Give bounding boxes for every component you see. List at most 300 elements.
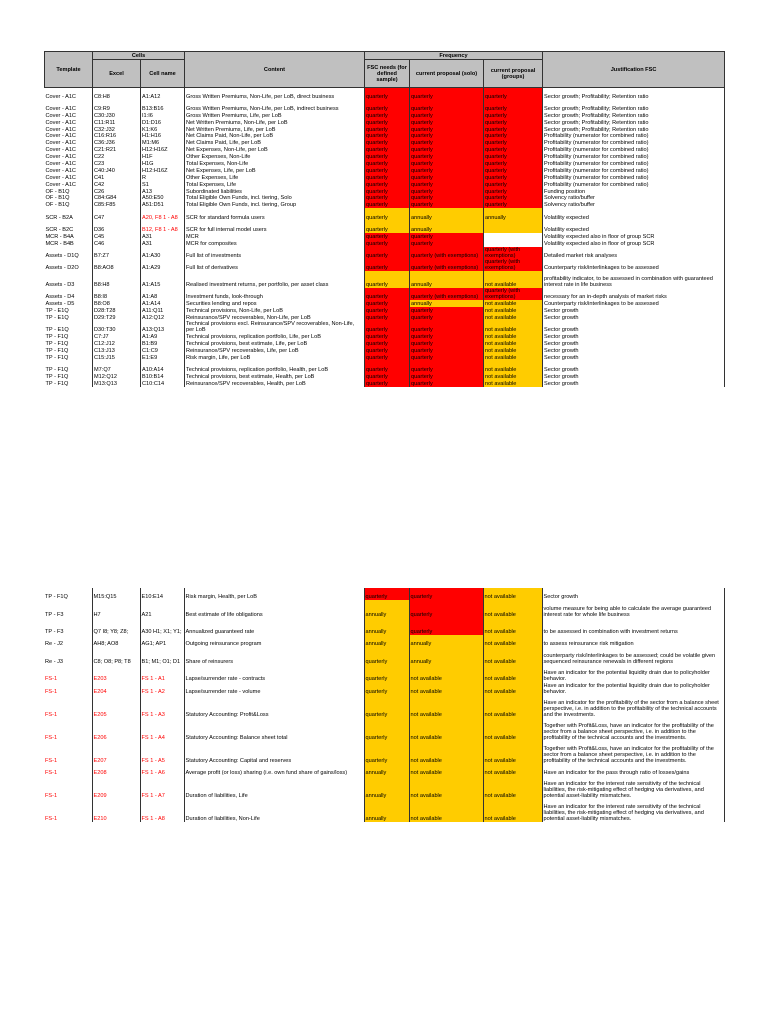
template-cell: OF - B1Q: [45, 188, 93, 195]
current-groups-cell: quarterly: [484, 153, 543, 160]
excel-cell: E208: [92, 764, 140, 776]
header-excel: Excel: [93, 60, 141, 88]
content-cell: Full list of investments: [185, 247, 365, 259]
current-solo-cell: quarterly: [409, 588, 483, 600]
cell-name-cell: B1:B9: [141, 340, 185, 347]
content-cell: Net Written Premiums, Life, per LoB: [185, 126, 365, 133]
excel-cell: E206: [92, 718, 140, 741]
content-cell: Other Expenses, Life: [185, 174, 365, 181]
excel-cell: D30:T30: [93, 321, 141, 333]
cell-name-cell: A1:A15: [141, 271, 185, 289]
cell-name-cell: A13: [141, 188, 185, 195]
current-solo-cell: annually: [410, 208, 484, 220]
justification-cell: Sector growth; Profitability; Retention ratio: [543, 119, 725, 126]
current-solo-cell: quarterly: [410, 88, 484, 100]
header-content: Content: [185, 52, 365, 88]
fsc-needs-cell: quarterly: [365, 373, 410, 380]
current-groups-cell: not available: [484, 314, 543, 321]
template-cell: Assets - D5: [45, 300, 93, 307]
cell-name-cell: FS 1 - A4: [140, 718, 184, 741]
current-groups-cell: not available: [483, 600, 542, 618]
fsc-needs-cell: quarterly: [365, 88, 410, 100]
current-solo-cell: quarterly: [410, 181, 484, 188]
fsc-needs-cell: quarterly: [364, 682, 409, 694]
table-row: [44, 776, 724, 799]
current-groups-cell: not available: [484, 347, 543, 354]
current-groups-cell: quarterly: [484, 181, 543, 188]
current-groups-cell: quarterly: [484, 174, 543, 181]
excel-cell: E204: [92, 682, 140, 694]
excel-cell: C9:R9: [93, 100, 141, 112]
excel-cell: C42: [93, 181, 141, 188]
content-cell: Statutory Accounting: Balance sheet total: [184, 718, 364, 741]
header-current-groups: current proposal (groups): [484, 60, 543, 88]
fsc-needs-cell: annually: [364, 635, 409, 647]
excel-cell: M12:Q12: [93, 373, 141, 380]
excel-cell: C7:J7: [93, 333, 141, 340]
current-solo-cell: quarterly: [410, 240, 484, 247]
fsc-needs-cell: quarterly: [365, 240, 410, 247]
template-cell: Cover - A1C: [45, 146, 93, 153]
excel-cell: C46: [93, 240, 141, 247]
table-row: [45, 307, 725, 314]
cell-name-cell: A1:A9: [141, 333, 185, 340]
table-row: [45, 314, 725, 321]
frequency-table-top: [44, 51, 725, 387]
justification-cell: Profitability (numerator for combined ratio): [543, 146, 725, 153]
table-row: [44, 618, 724, 636]
excel-cell: C16:R16: [93, 133, 141, 140]
excel-cell: M15:Q15: [92, 588, 140, 600]
current-solo-cell: not available: [409, 776, 483, 799]
current-groups-cell: not available: [484, 373, 543, 380]
fsc-needs-cell: quarterly: [365, 347, 410, 354]
template-cell: FS-1: [44, 718, 92, 741]
fsc-needs-cell: quarterly: [364, 741, 409, 764]
table-row: [44, 741, 724, 764]
template-cell: Assets - D1Q: [45, 247, 93, 259]
content-cell: Net Expenses, Non-Life, per LoB: [185, 146, 365, 153]
cell-name-cell: E10:E14: [140, 588, 184, 600]
table-row: [45, 354, 725, 361]
current-solo-cell: annually: [410, 221, 484, 233]
current-solo-cell: quarterly: [410, 112, 484, 119]
current-solo-cell: quarterly: [410, 146, 484, 153]
cell-name-cell: AG1; AP1: [140, 635, 184, 647]
current-solo-cell: quarterly (with exemptions): [410, 288, 484, 300]
cell-name-cell: K1:K6: [141, 126, 185, 133]
cell-name-cell: FS 1 - A7: [140, 776, 184, 799]
current-groups-cell: not available: [484, 333, 543, 340]
current-solo-cell: quarterly: [410, 126, 484, 133]
current-groups-cell: quarterly: [484, 88, 543, 100]
fsc-needs-cell: annually: [364, 764, 409, 776]
cell-name-cell: A1:A30: [141, 247, 185, 259]
fsc-needs-cell: quarterly: [365, 160, 410, 167]
cell-name-cell: C10:C14: [141, 380, 185, 387]
justification-cell: Sector growth; Profitability; Retention ratio: [543, 100, 725, 112]
table-row: [45, 160, 725, 167]
template-cell: TP - E1Q: [45, 314, 93, 321]
template-cell: Re - J3: [44, 647, 92, 665]
excel-cell: C21:R21: [93, 146, 141, 153]
justification-cell: Profitability (numerator for combined ratio): [543, 133, 725, 140]
fsc-needs-cell: quarterly: [365, 208, 410, 220]
justification-cell: Have an indicator for the potential liquidity drain due to policyholder behavior.: [542, 665, 724, 683]
excel-cell: C8:H8: [93, 88, 141, 100]
excel-cell: D36: [93, 221, 141, 233]
fsc-needs-cell: quarterly: [365, 354, 410, 361]
content-cell: Risk margin, Health, per LoB: [184, 588, 364, 600]
template-cell: Assets - D2O: [45, 259, 93, 271]
current-groups-cell: not available: [484, 380, 543, 387]
excel-cell: C47: [93, 208, 141, 220]
cell-name-cell: H1G: [141, 160, 185, 167]
current-groups-cell: quarterly: [484, 188, 543, 195]
fsc-needs-cell: annually: [364, 799, 409, 822]
cell-name-cell: A31: [141, 240, 185, 247]
template-cell: FS-1: [44, 695, 92, 718]
justification-cell: Have an indicator for the interest rate sensitivity of the technical liabilities, the risk-mitigating effect of hedging via derivatives, and potential asset-liability mismatches.: [542, 776, 724, 799]
cell-name-cell: S1: [141, 181, 185, 188]
cell-name-cell: A1:A29: [141, 259, 185, 271]
current-groups-cell: not available: [483, 618, 542, 636]
current-groups-cell: not available: [483, 665, 542, 683]
header-cell-name: Cell name: [141, 60, 185, 88]
cell-name-cell: FS 1 - A3: [140, 695, 184, 718]
justification-cell: Sector growth: [543, 361, 725, 373]
cell-name-cell: A1:A12: [141, 88, 185, 100]
justification-cell: counterparty risk/interlinkages to be assessed; could be volatile given sequenced reinsurance renewals in different regions: [542, 647, 724, 665]
template-cell: Cover - A1C: [45, 160, 93, 167]
excel-cell: C40:J40: [93, 167, 141, 174]
current-groups-cell: not available: [483, 741, 542, 764]
current-solo-cell: not available: [409, 695, 483, 718]
content-cell: Total Expenses, Non-Life: [185, 160, 365, 167]
current-groups-cell: not available: [483, 635, 542, 647]
current-groups-cell: quarterly: [484, 146, 543, 153]
excel-cell: C11:R11: [93, 119, 141, 126]
content-cell: Duration of liabilities, Life: [184, 776, 364, 799]
current-groups-cell: quarterly (with exemptions): [484, 247, 543, 259]
current-solo-cell: quarterly: [410, 347, 484, 354]
justification-cell: Sector growth; Profitability; Retention ratio: [543, 112, 725, 119]
current-groups-cell: quarterly: [484, 133, 543, 140]
template-cell: OF - B1Q: [45, 195, 93, 202]
table-row: [45, 208, 725, 220]
content-cell: Total Eligible Own Funds, incl. tiering, Group: [185, 201, 365, 208]
table-row: [44, 695, 724, 718]
current-solo-cell: not available: [409, 741, 483, 764]
excel-cell: E207: [92, 741, 140, 764]
justification-cell: Sector growth: [542, 588, 724, 600]
current-groups-cell: [484, 221, 543, 233]
current-groups-cell: not available: [483, 588, 542, 600]
table-row: [45, 240, 725, 247]
content-cell: Statutory Accounting: Profit&Loss: [184, 695, 364, 718]
excel-cell: D28:T28: [93, 307, 141, 314]
table-row: [45, 174, 725, 181]
justification-cell: to assess reinsurance risk mitigation: [542, 635, 724, 647]
current-groups-cell: not available: [484, 321, 543, 333]
cell-name-cell: FS 1 - A8: [140, 799, 184, 822]
table-row: [44, 635, 724, 647]
table-row: [45, 288, 725, 300]
current-solo-cell: quarterly: [410, 380, 484, 387]
current-groups-cell: quarterly (with exemptions): [484, 288, 543, 300]
fsc-needs-cell: quarterly: [365, 307, 410, 314]
cell-name-cell: A1:A14: [141, 300, 185, 307]
current-solo-cell: annually: [410, 300, 484, 307]
table-row: [44, 799, 724, 822]
fsc-needs-cell: quarterly: [365, 380, 410, 387]
template-cell: FS-1: [44, 799, 92, 822]
fsc-needs-cell: quarterly: [365, 133, 410, 140]
content-cell: Technical provisions, best estimate, Life, per LoB: [185, 340, 365, 347]
current-solo-cell: quarterly: [409, 618, 483, 636]
template-cell: TP - F1Q: [45, 380, 93, 387]
current-groups-cell: not available: [484, 340, 543, 347]
current-solo-cell: quarterly: [410, 160, 484, 167]
current-solo-cell: quarterly (with exemptions): [410, 259, 484, 271]
excel-cell: C23: [93, 160, 141, 167]
table-row: [44, 588, 724, 600]
content-cell: Lapse/surrender rate - contracts: [184, 665, 364, 683]
justification-cell: Sector growth: [543, 321, 725, 333]
excel-cell: C85:F85: [93, 201, 141, 208]
content-cell: Gross Written Premiums, Non-Life, per LoB, indirect business: [185, 100, 365, 112]
template-cell: Cover - A1C: [45, 174, 93, 181]
justification-cell: Volatility expected: [543, 221, 725, 233]
cell-name-cell: FS 1 - A1: [140, 665, 184, 683]
current-solo-cell: quarterly: [410, 174, 484, 181]
template-cell: TP - F1Q: [45, 347, 93, 354]
current-groups-cell: quarterly: [484, 139, 543, 146]
current-solo-cell: quarterly: [410, 119, 484, 126]
content-cell: Share of reinsurers: [184, 647, 364, 665]
cell-name-cell: A13:Q13: [141, 321, 185, 333]
table-row: [45, 119, 725, 126]
table-row: [45, 221, 725, 233]
content-cell: Realised investment returns, per portfolio, per asset class: [185, 271, 365, 289]
excel-cell: B8:H8: [93, 271, 141, 289]
content-cell: Full list of derivatives: [185, 259, 365, 271]
justification-cell: necessary for an in-depth analysis of market risks: [543, 288, 725, 300]
fsc-needs-cell: quarterly: [365, 333, 410, 340]
content-cell: Net Claims Paid, Non-Life, per LoB: [185, 133, 365, 140]
template-cell: Assets - D3: [45, 271, 93, 289]
template-cell: Cover - A1C: [45, 88, 93, 100]
current-solo-cell: quarterly: [410, 188, 484, 195]
cell-name-cell: A21: [140, 600, 184, 618]
current-solo-cell: quarterly: [409, 600, 483, 618]
table-row: [44, 718, 724, 741]
fsc-needs-cell: quarterly: [364, 647, 409, 665]
template-cell: OF - B1Q: [45, 201, 93, 208]
justification-cell: Sector growth: [543, 333, 725, 340]
fsc-needs-cell: quarterly: [365, 233, 410, 240]
fsc-needs-cell: quarterly: [364, 695, 409, 718]
justification-cell: Sector growth: [543, 373, 725, 380]
content-cell: Average profit (or loss) sharing (i.e. own fund share of gains/loss): [184, 764, 364, 776]
current-solo-cell: quarterly: [410, 100, 484, 112]
cell-name-cell: A51:D51: [141, 201, 185, 208]
table-body-bottom: [44, 588, 724, 822]
fsc-needs-cell: quarterly: [365, 247, 410, 259]
table-row: [45, 340, 725, 347]
justification-cell: Profitability (numerator for combined ratio): [543, 153, 725, 160]
justification-cell: Have an indicator for the potential liquidity drain due to policyholder behavior.: [542, 682, 724, 694]
table-row: [45, 271, 725, 289]
justification-cell: Sector growth: [543, 314, 725, 321]
content-cell: Net Written Premiums, Non-Life, per LoB: [185, 119, 365, 126]
content-cell: Lapse/surrender rate - volume: [184, 682, 364, 694]
fsc-needs-cell: quarterly: [365, 188, 410, 195]
current-solo-cell: not available: [409, 799, 483, 822]
current-groups-cell: quarterly: [484, 112, 543, 119]
current-solo-cell: not available: [409, 682, 483, 694]
current-groups-cell: not available: [483, 647, 542, 665]
excel-cell: B8:AO8: [93, 259, 141, 271]
current-groups-cell: [484, 233, 543, 240]
cell-name-cell: A1:A8: [141, 288, 185, 300]
content-cell: Outgoing reinsurance program: [184, 635, 364, 647]
cell-name-cell: A30 H1; X1; Y1;: [140, 618, 184, 636]
current-groups-cell: not available: [484, 271, 543, 289]
excel-cell: Q7 I8; Y8; Z8;: [92, 618, 140, 636]
fsc-needs-cell: quarterly: [365, 271, 410, 289]
current-groups-cell: quarterly: [484, 100, 543, 112]
current-groups-cell: quarterly: [484, 119, 543, 126]
template-cell: TP - F1Q: [44, 588, 92, 600]
header-fsc-needs: FSC needs (for defined sample): [365, 60, 410, 88]
current-groups-cell: not available: [484, 307, 543, 314]
current-groups-cell: not available: [484, 361, 543, 373]
table-row: [45, 181, 725, 188]
content-cell: Technical provisions, replication portfolio, Health, per LoB: [185, 361, 365, 373]
content-cell: Gross Written Premiums, Non-Life, per LoB, direct business: [185, 88, 365, 100]
template-cell: TP - E1Q: [45, 307, 93, 314]
template-cell: SCR - B2C: [45, 221, 93, 233]
current-groups-cell: quarterly: [484, 160, 543, 167]
current-solo-cell: quarterly: [410, 373, 484, 380]
table-row: [45, 380, 725, 387]
content-cell: Duration of liabilities, Non-Life: [184, 799, 364, 822]
cell-name-cell: A31: [141, 233, 185, 240]
justification-cell: Detailed market risk analyses: [543, 247, 725, 259]
current-solo-cell: quarterly: [410, 321, 484, 333]
table-row: [45, 153, 725, 160]
cell-name-cell: H12:H16Z: [141, 146, 185, 153]
table-row: [44, 665, 724, 683]
table-row: [45, 321, 725, 333]
excel-cell: C32:J32: [93, 126, 141, 133]
template-cell: FS-1: [44, 741, 92, 764]
content-cell: Technical provisions excl. Reinsurance/SPV recoverables, Non-Life, per LoB: [185, 321, 365, 333]
template-cell: Cover - A1C: [45, 153, 93, 160]
template-cell: Cover - A1C: [45, 119, 93, 126]
justification-cell: Solvency ratio/buffer: [543, 195, 725, 202]
justification-cell: Sector growth; Profitability; Retention ratio: [543, 126, 725, 133]
cell-name-cell: B10:B14: [141, 373, 185, 380]
excel-cell: E210: [92, 799, 140, 822]
current-solo-cell: not available: [409, 764, 483, 776]
cell-name-cell: B12, F8 1 - A8: [141, 221, 185, 233]
table-row: [45, 259, 725, 271]
fsc-needs-cell: annually: [364, 776, 409, 799]
fsc-needs-cell: quarterly: [364, 588, 409, 600]
table-row: [45, 201, 725, 208]
fsc-needs-cell: quarterly: [365, 340, 410, 347]
cell-name-cell: B13:B16: [141, 100, 185, 112]
justification-cell: Funding position: [543, 188, 725, 195]
current-groups-cell: quarterly: [484, 201, 543, 208]
current-solo-cell: quarterly: [410, 307, 484, 314]
current-groups-cell: quarterly: [484, 195, 543, 202]
fsc-needs-cell: quarterly: [365, 100, 410, 112]
current-solo-cell: annually: [409, 647, 483, 665]
justification-cell: Profitability (numerator for combined ratio): [543, 160, 725, 167]
template-cell: Re - J2: [44, 635, 92, 647]
current-solo-cell: quarterly: [410, 333, 484, 340]
template-cell: TP - F1Q: [45, 361, 93, 373]
justification-cell: Sector growth; Profitability; Retention ratio: [543, 88, 725, 100]
content-cell: SCR for full internal model users: [185, 221, 365, 233]
excel-cell: C36:J36: [93, 139, 141, 146]
template-cell: Cover - A1C: [45, 139, 93, 146]
justification-cell: Sector growth: [543, 347, 725, 354]
table-row: [45, 373, 725, 380]
cell-name-cell: H12:H16Z: [141, 167, 185, 174]
table-row: [44, 647, 724, 665]
content-cell: Securities lending and repos: [185, 300, 365, 307]
fsc-needs-cell: quarterly: [365, 314, 410, 321]
fsc-needs-cell: quarterly: [365, 221, 410, 233]
excel-cell: AH8; AO8: [92, 635, 140, 647]
content-cell: Technical provisions, replication portfolio, Life, per LoB: [185, 333, 365, 340]
excel-cell: C26: [93, 188, 141, 195]
table-body-top: [45, 88, 725, 387]
justification-cell: Profitability (numerator for combined ratio): [543, 174, 725, 181]
template-cell: TP - E1Q: [45, 321, 93, 333]
fsc-needs-cell: quarterly: [365, 112, 410, 119]
fsc-needs-cell: quarterly: [365, 288, 410, 300]
current-groups-cell: not available: [484, 354, 543, 361]
table-row: [45, 233, 725, 240]
current-groups-cell: not available: [484, 300, 543, 307]
justification-cell: Profitability (numerator for combined ratio): [543, 181, 725, 188]
excel-cell: C15:J15: [93, 354, 141, 361]
fsc-needs-cell: quarterly: [365, 139, 410, 146]
content-cell: Other Expenses, Non-Life: [185, 153, 365, 160]
justification-cell: to be assessed in combination with investment returns: [542, 618, 724, 636]
cell-name-cell: FS 1 - A5: [140, 741, 184, 764]
table-row: [45, 133, 725, 140]
excel-cell: C30:J30: [93, 112, 141, 119]
excel-cell: C12:J12: [93, 340, 141, 347]
fsc-needs-cell: quarterly: [365, 119, 410, 126]
current-solo-cell: annually: [409, 635, 483, 647]
justification-cell: Have an indicator for the profitability of the sector from a balance sheet perspective, i.e. in addition to the profitability of the technical accounts and the investments.: [542, 695, 724, 718]
current-solo-cell: quarterly: [410, 139, 484, 146]
fsc-needs-cell: quarterly: [365, 167, 410, 174]
current-groups-cell: not available: [483, 682, 542, 694]
justification-cell: Sector growth: [543, 307, 725, 314]
current-solo-cell: quarterly: [410, 133, 484, 140]
table-row: [45, 300, 725, 307]
current-solo-cell: annually: [410, 271, 484, 289]
justification-cell: Have an indicator for the pass through ratio of losses/gains: [542, 764, 724, 776]
